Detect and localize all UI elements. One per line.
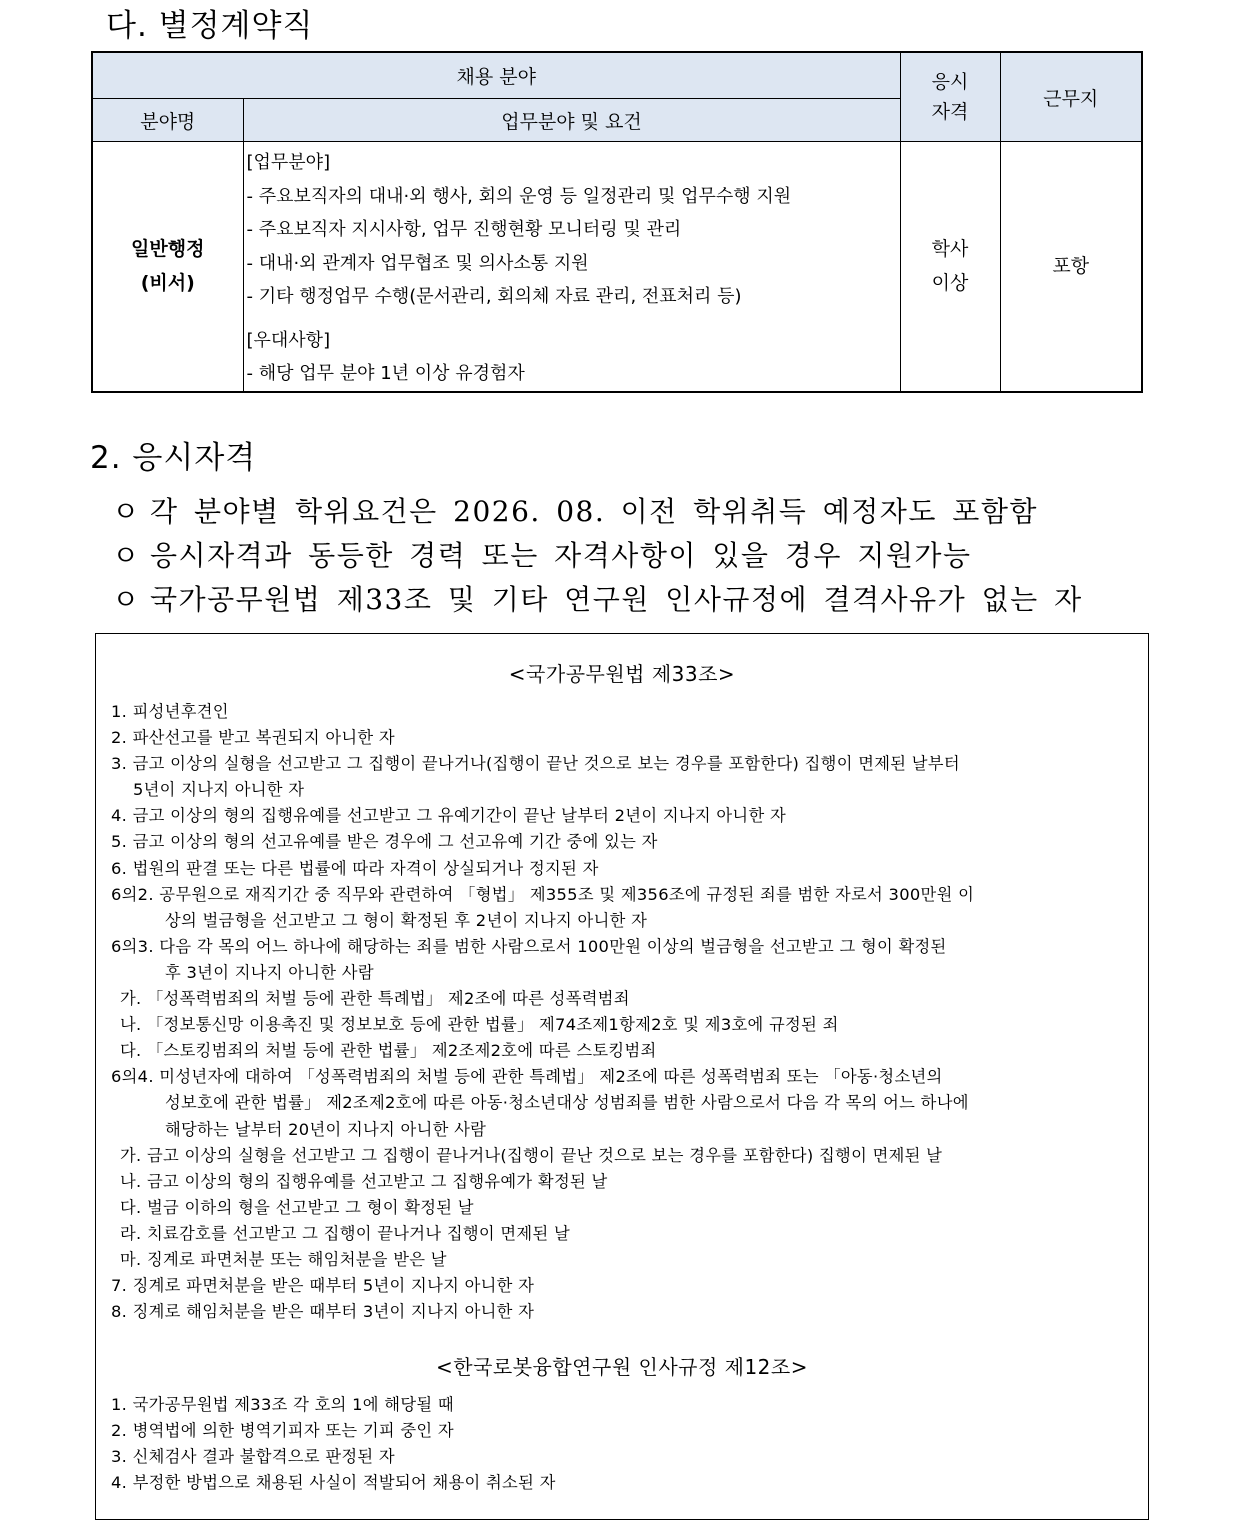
law1-item-cont: 5년이 지나지 아니한 자 (133, 780, 305, 800)
eligibility-item (112, 578, 1083, 622)
qualification-line1: 학사 (931, 238, 969, 261)
eligibility-item (112, 490, 1083, 534)
law1-item-cont: 해당하는 날부터 20년이 지나지 아니한 사람 (165, 1119, 487, 1139)
law1-subitem: 라. 치료감호를 선고받고 그 집행이 끝나거나 집행이 면제된 날 (120, 1223, 570, 1243)
law1-title: <국가공무원법 제33조> (508, 662, 736, 686)
cell-field (92, 142, 243, 392)
duty-heading: [업무분야] (246, 152, 331, 173)
eligibility-text: 국가공무원법 제33조 및 기타 연구원 인사규정에 결격사유가 없는 자 (150, 583, 1083, 616)
law1-item-cont: 상의 벌금형을 선고받고 그 형이 확정된 후 2년이 지나지 아니한 자 (165, 910, 648, 930)
preference-heading: [우대사항] (246, 329, 331, 351)
duty-line: - 주요보직자의 대내·외 행사, 회의 운영 등 일정관리 및 업무수행 지원 (246, 185, 792, 207)
duty-line: - 주요보직자 지시사항, 업무 진행현황 모니터링 및 관리 (246, 219, 682, 240)
law1-item: 6. 법원의 판결 또는 다른 법률에 따라 자격이 상실되거나 정지된 자 (111, 858, 599, 878)
header-duty-detail: 업무분야 및 요건 (243, 99, 900, 142)
eligibility-text: 응시자격과 동등한 경력 또는 자격사항이 있을 경우 지원가능 (150, 539, 972, 572)
law1-list (111, 699, 1141, 1325)
disqualification-box (95, 633, 1149, 1520)
law2-item: 4. 부정한 방법으로 채용된 사실이 적발되어 채용이 취소된 자 (111, 1473, 556, 1493)
bullet-mark: ㅇ (112, 583, 141, 616)
law1-subitem: 가. 「성폭력범죄의 처벌 등에 관한 특례법」 제2조에 따른 성폭력범죄 (120, 989, 630, 1009)
bullet-mark: ㅇ (112, 539, 141, 572)
law1-subitem: 마. 징계로 파면처분 또는 해임처분을 받은 날 (120, 1249, 447, 1269)
law1-item: 8. 징계로 해임처분을 받은 때부터 3년이 지나지 아니한 자 (111, 1302, 535, 1322)
law1-item-cont: 성보호에 관한 법률」 제2조제2호에 따른 아동·청소년대상 성범죄를 범한 사람으로서 다음 각 목의 어느 하나에 (165, 1093, 969, 1113)
section2-title: 2. 응시자격 (90, 440, 257, 476)
preference-line: - 해당 업무 분야 1년 이상 유경험자 (246, 363, 525, 384)
field-name-line2: (비서) (140, 272, 195, 295)
eligibility-list (112, 490, 1083, 622)
eligibility-item (112, 534, 1083, 578)
law2-title: <한국로봇융합연구원 인사규정 제12조> (436, 1355, 808, 1379)
law2-item: 2. 병역법에 의한 병역기피자 또는 기피 중인 자 (111, 1421, 454, 1441)
law1-item: 4. 금고 이상의 형의 집행유예를 선고받고 그 유예기간이 끝난 날부터 2년이 지나지 아니한 자 (111, 806, 786, 826)
law1-item: 5. 금고 이상의 형의 선고유예를 받은 경우에 그 선고유예 기간 중에 있는 자 (111, 832, 658, 852)
law2-item: 1. 국가공무원법 제33조 각 호의 1에 해당될 때 (111, 1395, 454, 1414)
duty-line: - 기타 행정업무 수행(문서관리, 회의체 자료 관리, 전표처리 등) (246, 286, 742, 307)
qualification-line2: 이상 (931, 272, 969, 295)
header-location: 근무지 (1000, 52, 1142, 142)
law1-subitem: 다. 「스토킹범죄의 처벌 등에 관한 법률」 제2조제2호에 따른 스토킹범죄 (120, 1041, 657, 1061)
law1-item: 6의4. 미성년자에 대하여 「성폭력범죄의 처벌 등에 관한 특례법」 제2조에 따른 성폭력범죄 또는 「아동·청소년의 (111, 1067, 943, 1087)
law1-subitem: 나. 금고 이상의 형의 집행유예를 선고받고 그 집행유예가 확정된 날 (120, 1171, 608, 1191)
law2-list (111, 1392, 1141, 1496)
header-qualification (900, 52, 1000, 142)
field-name-line1: 일반행정 (131, 238, 205, 261)
law1-item-cont: 후 3년이 지나지 아니한 사람 (165, 962, 374, 982)
header-field-name: 분야명 (92, 99, 243, 142)
cell-location: 포항 (1000, 142, 1142, 392)
law1-subitem: 가. 금고 이상의 실형을 선고받고 그 집행이 끝나거나(집행이 끝난 것으로 보는 경우를 포함한다) 집행이 면제된 날 (120, 1145, 943, 1165)
law1-item: 1. 피성년후견인 (111, 702, 229, 721)
law1-item: 3. 금고 이상의 실형을 선고받고 그 집행이 끝나거나(집행이 끝난 것으로 보는 경우를 포함한다) 집행이 면제된 날부터 (111, 754, 960, 774)
law1-item: 7. 징계로 파면처분을 받은 때부터 5년이 지나지 아니한 자 (111, 1276, 535, 1296)
section-title: 다. 별정계약직 (106, 8, 314, 44)
law1-subitem: 나. 「정보통신망 이용촉진 및 정보보호 등에 관한 법률」 제74조제1항제2호 및 제3호에 규정된 죄 (120, 1015, 839, 1035)
cell-qualification (900, 142, 1000, 392)
header-recruit-field: 채용 분야 (92, 52, 900, 99)
law1-item: 6의3. 다음 각 목의 어느 하나에 해당하는 죄를 범한 사람으로서 100만원 이상의 벌금형을 선고받고 그 형이 확정된 (111, 936, 947, 956)
bullet-mark: ㅇ (112, 495, 141, 528)
law1-subitem: 다. 벌금 이하의 형을 선고받고 그 형이 확정된 날 (120, 1197, 474, 1217)
header-qual-line2: 자격 (931, 101, 969, 123)
cell-duty-detail (243, 142, 900, 392)
law1-item: 2. 파산선고를 받고 복권되지 아니한 자 (111, 728, 395, 748)
job-table (91, 51, 1143, 393)
eligibility-text: 각 분야별 학위요건은 2026. 08. 이전 학위취득 예정자도 포함함 (150, 495, 1038, 528)
duty-line: - 대내·외 관계자 업무협조 및 의사소통 지원 (246, 252, 589, 274)
law1-item: 6의2. 공무원으로 재직기간 중 직무와 관련하여 「형법」 제355조 및 제356조에 규정된 죄를 범한 자로서 300만원 이 (111, 884, 975, 904)
header-qual-line1: 응시 (931, 71, 969, 93)
law2-item: 3. 신체검사 결과 불합격으로 판정된 자 (111, 1447, 395, 1467)
